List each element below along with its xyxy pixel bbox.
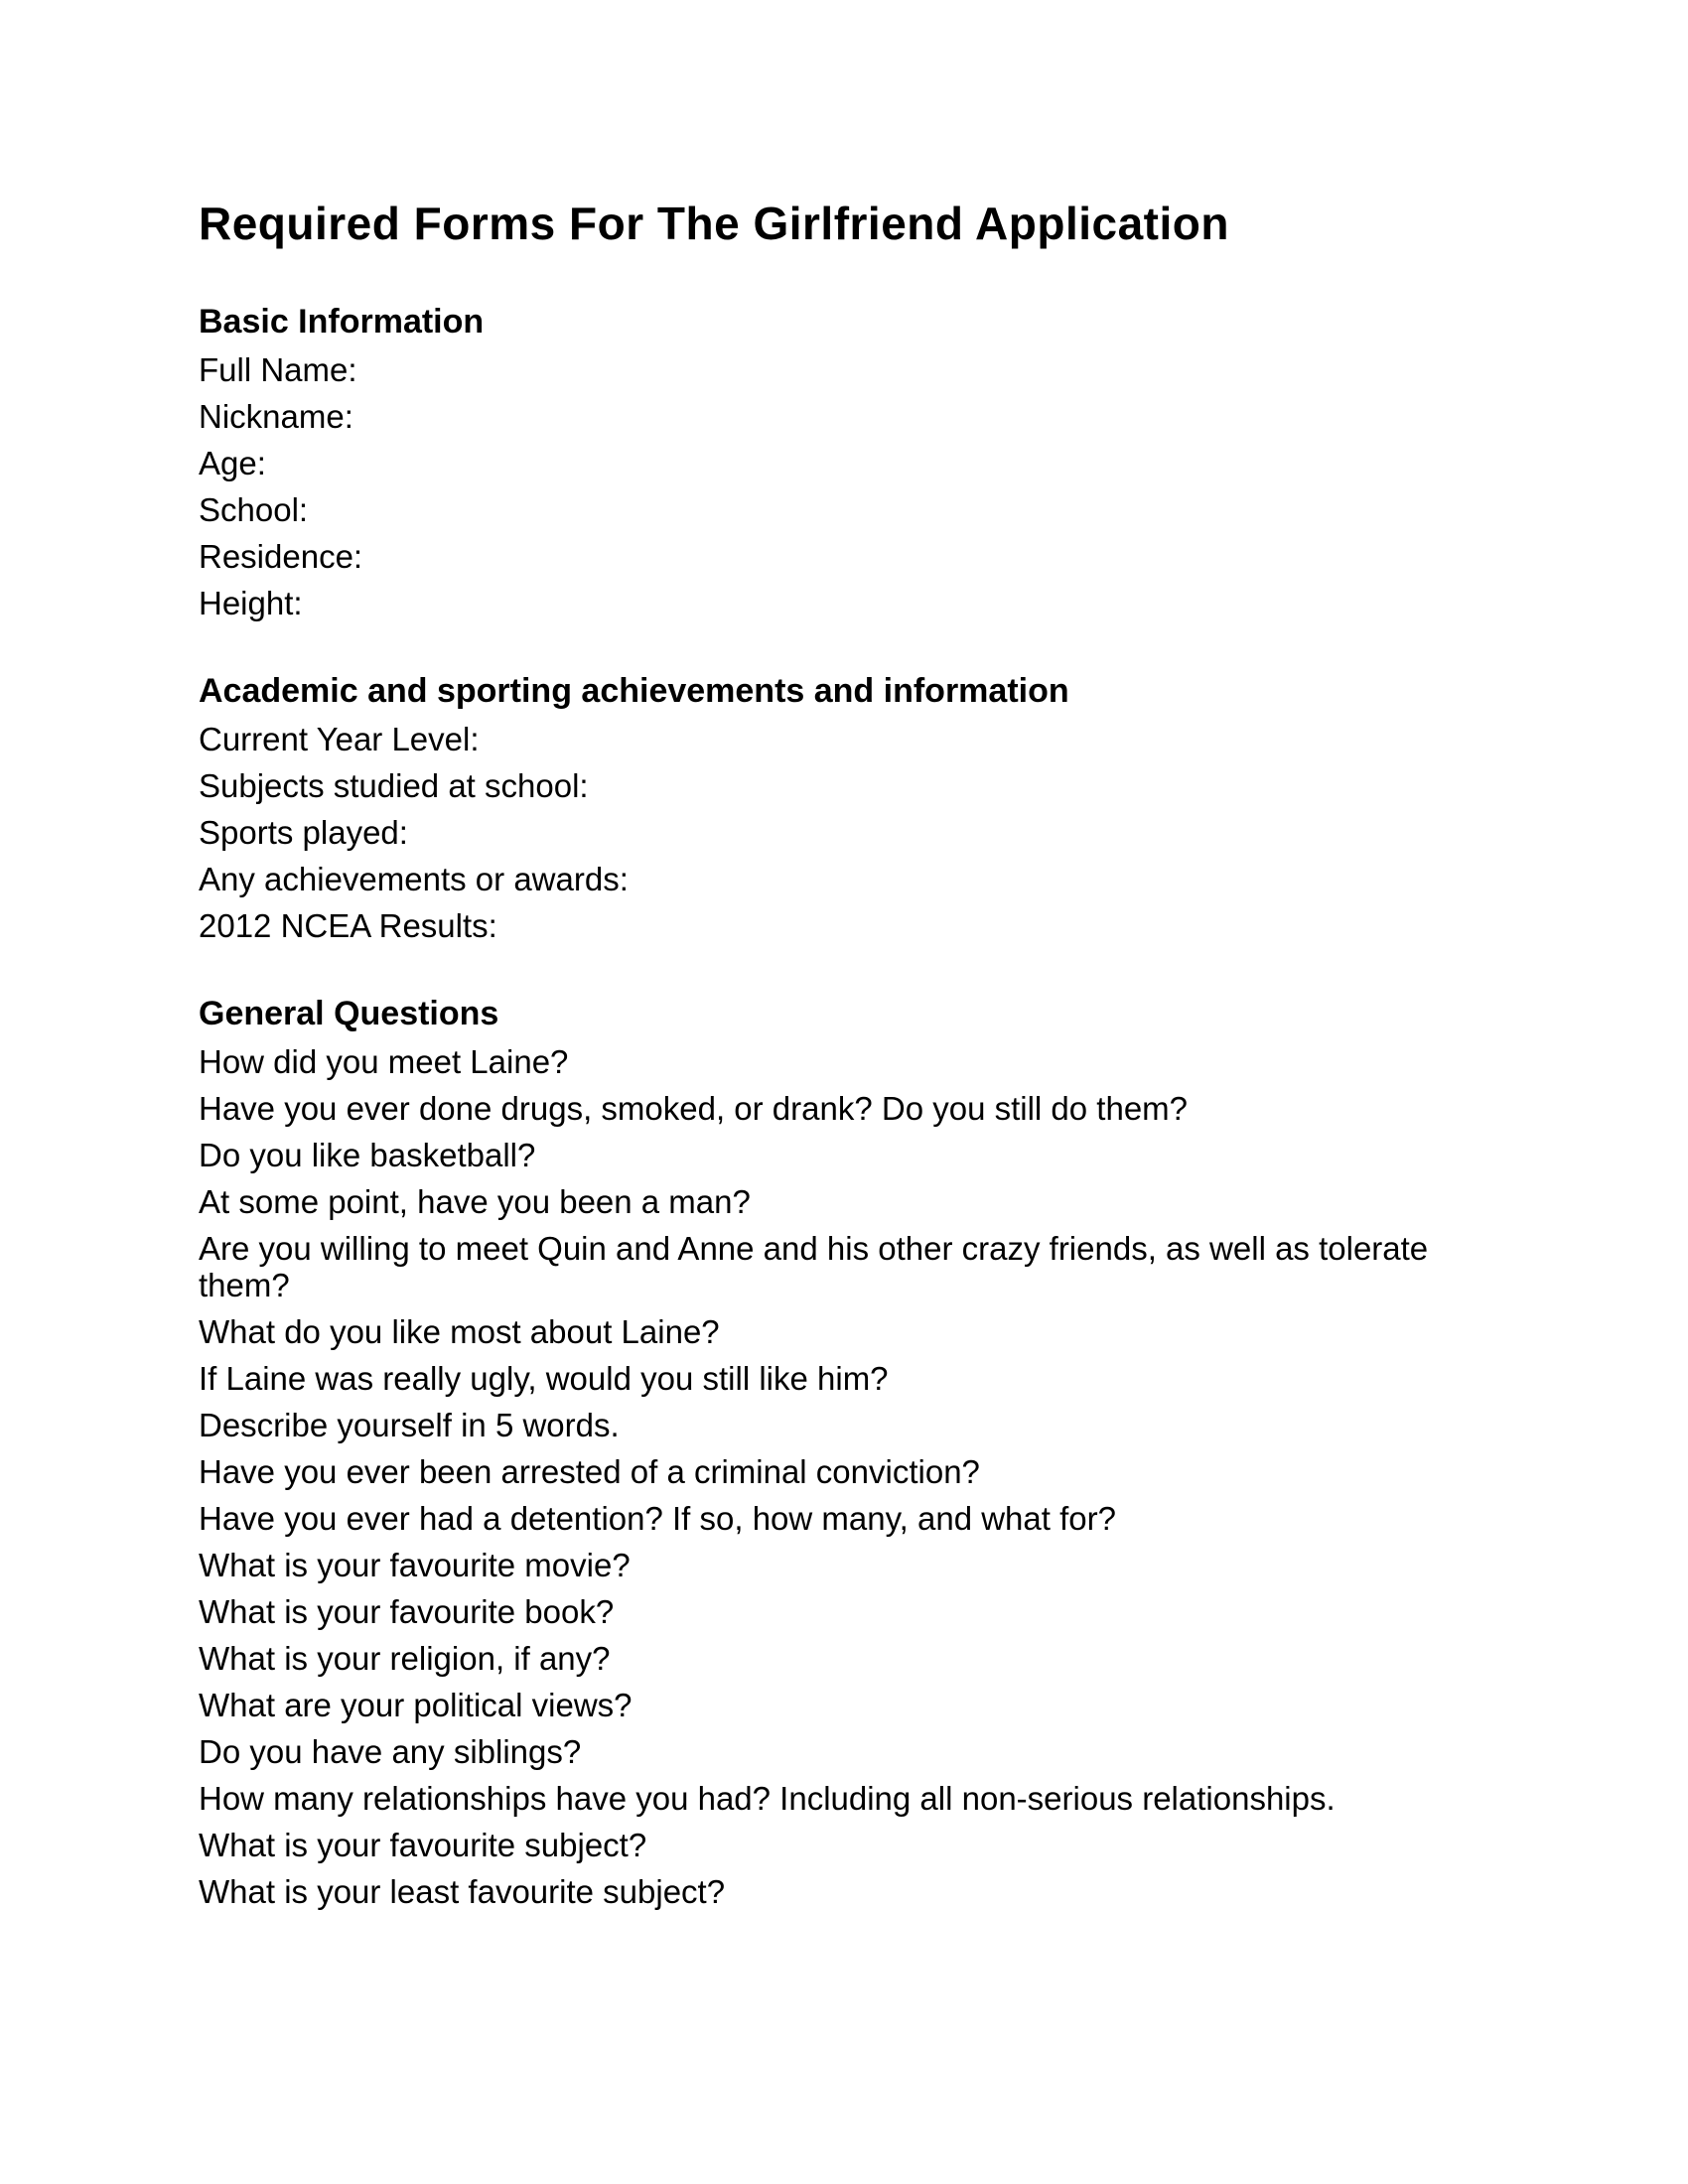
document-line: Height: (199, 585, 303, 621)
document-line: How did you meet Laine? (199, 1043, 569, 1080)
document-title: Required Forms For The Girlfriend Application (199, 198, 1229, 249)
document-sections (199, 300, 1489, 1910)
section-lines (199, 351, 1489, 621)
document-line: Describe yourself in 5 words. (199, 1407, 620, 1443)
document-section (199, 992, 1489, 1910)
document-line: Do you have any siblings? (199, 1733, 582, 1770)
document-line: Have you ever done drugs, smoked, or drank? Do you still do them? (199, 1090, 1189, 1127)
document-line: What is your favourite movie? (199, 1547, 631, 1583)
document-line: Subjects studied at school: (199, 767, 589, 804)
document-line: Nickname: (199, 398, 353, 435)
document-line: What do you like most about Laine? (199, 1313, 720, 1350)
document-line: If Laine was really ugly, would you still like him? (199, 1360, 889, 1397)
document-section (199, 669, 1489, 944)
document-line: Any achievements or awards: (199, 861, 629, 897)
document-line: Do you like basketball? (199, 1137, 536, 1173)
document-line: Have you ever been arrested of a criminal conviction? (199, 1453, 980, 1490)
section-heading: General Questions (199, 995, 499, 1032)
document-line: At some point, have you been a man? (199, 1183, 751, 1220)
document-line: What is your favourite book? (199, 1593, 615, 1630)
document-line: Current Year Level: (199, 721, 480, 757)
section-lines (199, 721, 1489, 944)
document-line: Are you willing to meet Quin and Anne and his other crazy friends, as well as tolerate them? (199, 1230, 1429, 1303)
document-line: What is your religion, if any? (199, 1640, 611, 1677)
section-heading: Academic and sporting achievements and information (199, 672, 1069, 710)
document-line: Sports played: (199, 814, 408, 851)
document-line: What is your least favourite subject? (199, 1873, 726, 1910)
section-lines (199, 1043, 1489, 1910)
document-line: Age: (199, 445, 266, 481)
document-line: 2012 NCEA Results: (199, 907, 497, 944)
document-line: What is your favourite subject? (199, 1827, 647, 1863)
document-line: Have you ever had a detention? If so, how many, and what for? (199, 1500, 1116, 1537)
document-section (199, 300, 1489, 621)
document-line: What are your political views? (199, 1687, 633, 1723)
document-line: Residence: (199, 538, 363, 575)
document-line: School: (199, 491, 309, 528)
document-line: How many relationships have you had? Including all non-serious relationships. (199, 1780, 1336, 1817)
section-heading: Basic Information (199, 303, 485, 341)
document-line: Full Name: (199, 351, 357, 388)
